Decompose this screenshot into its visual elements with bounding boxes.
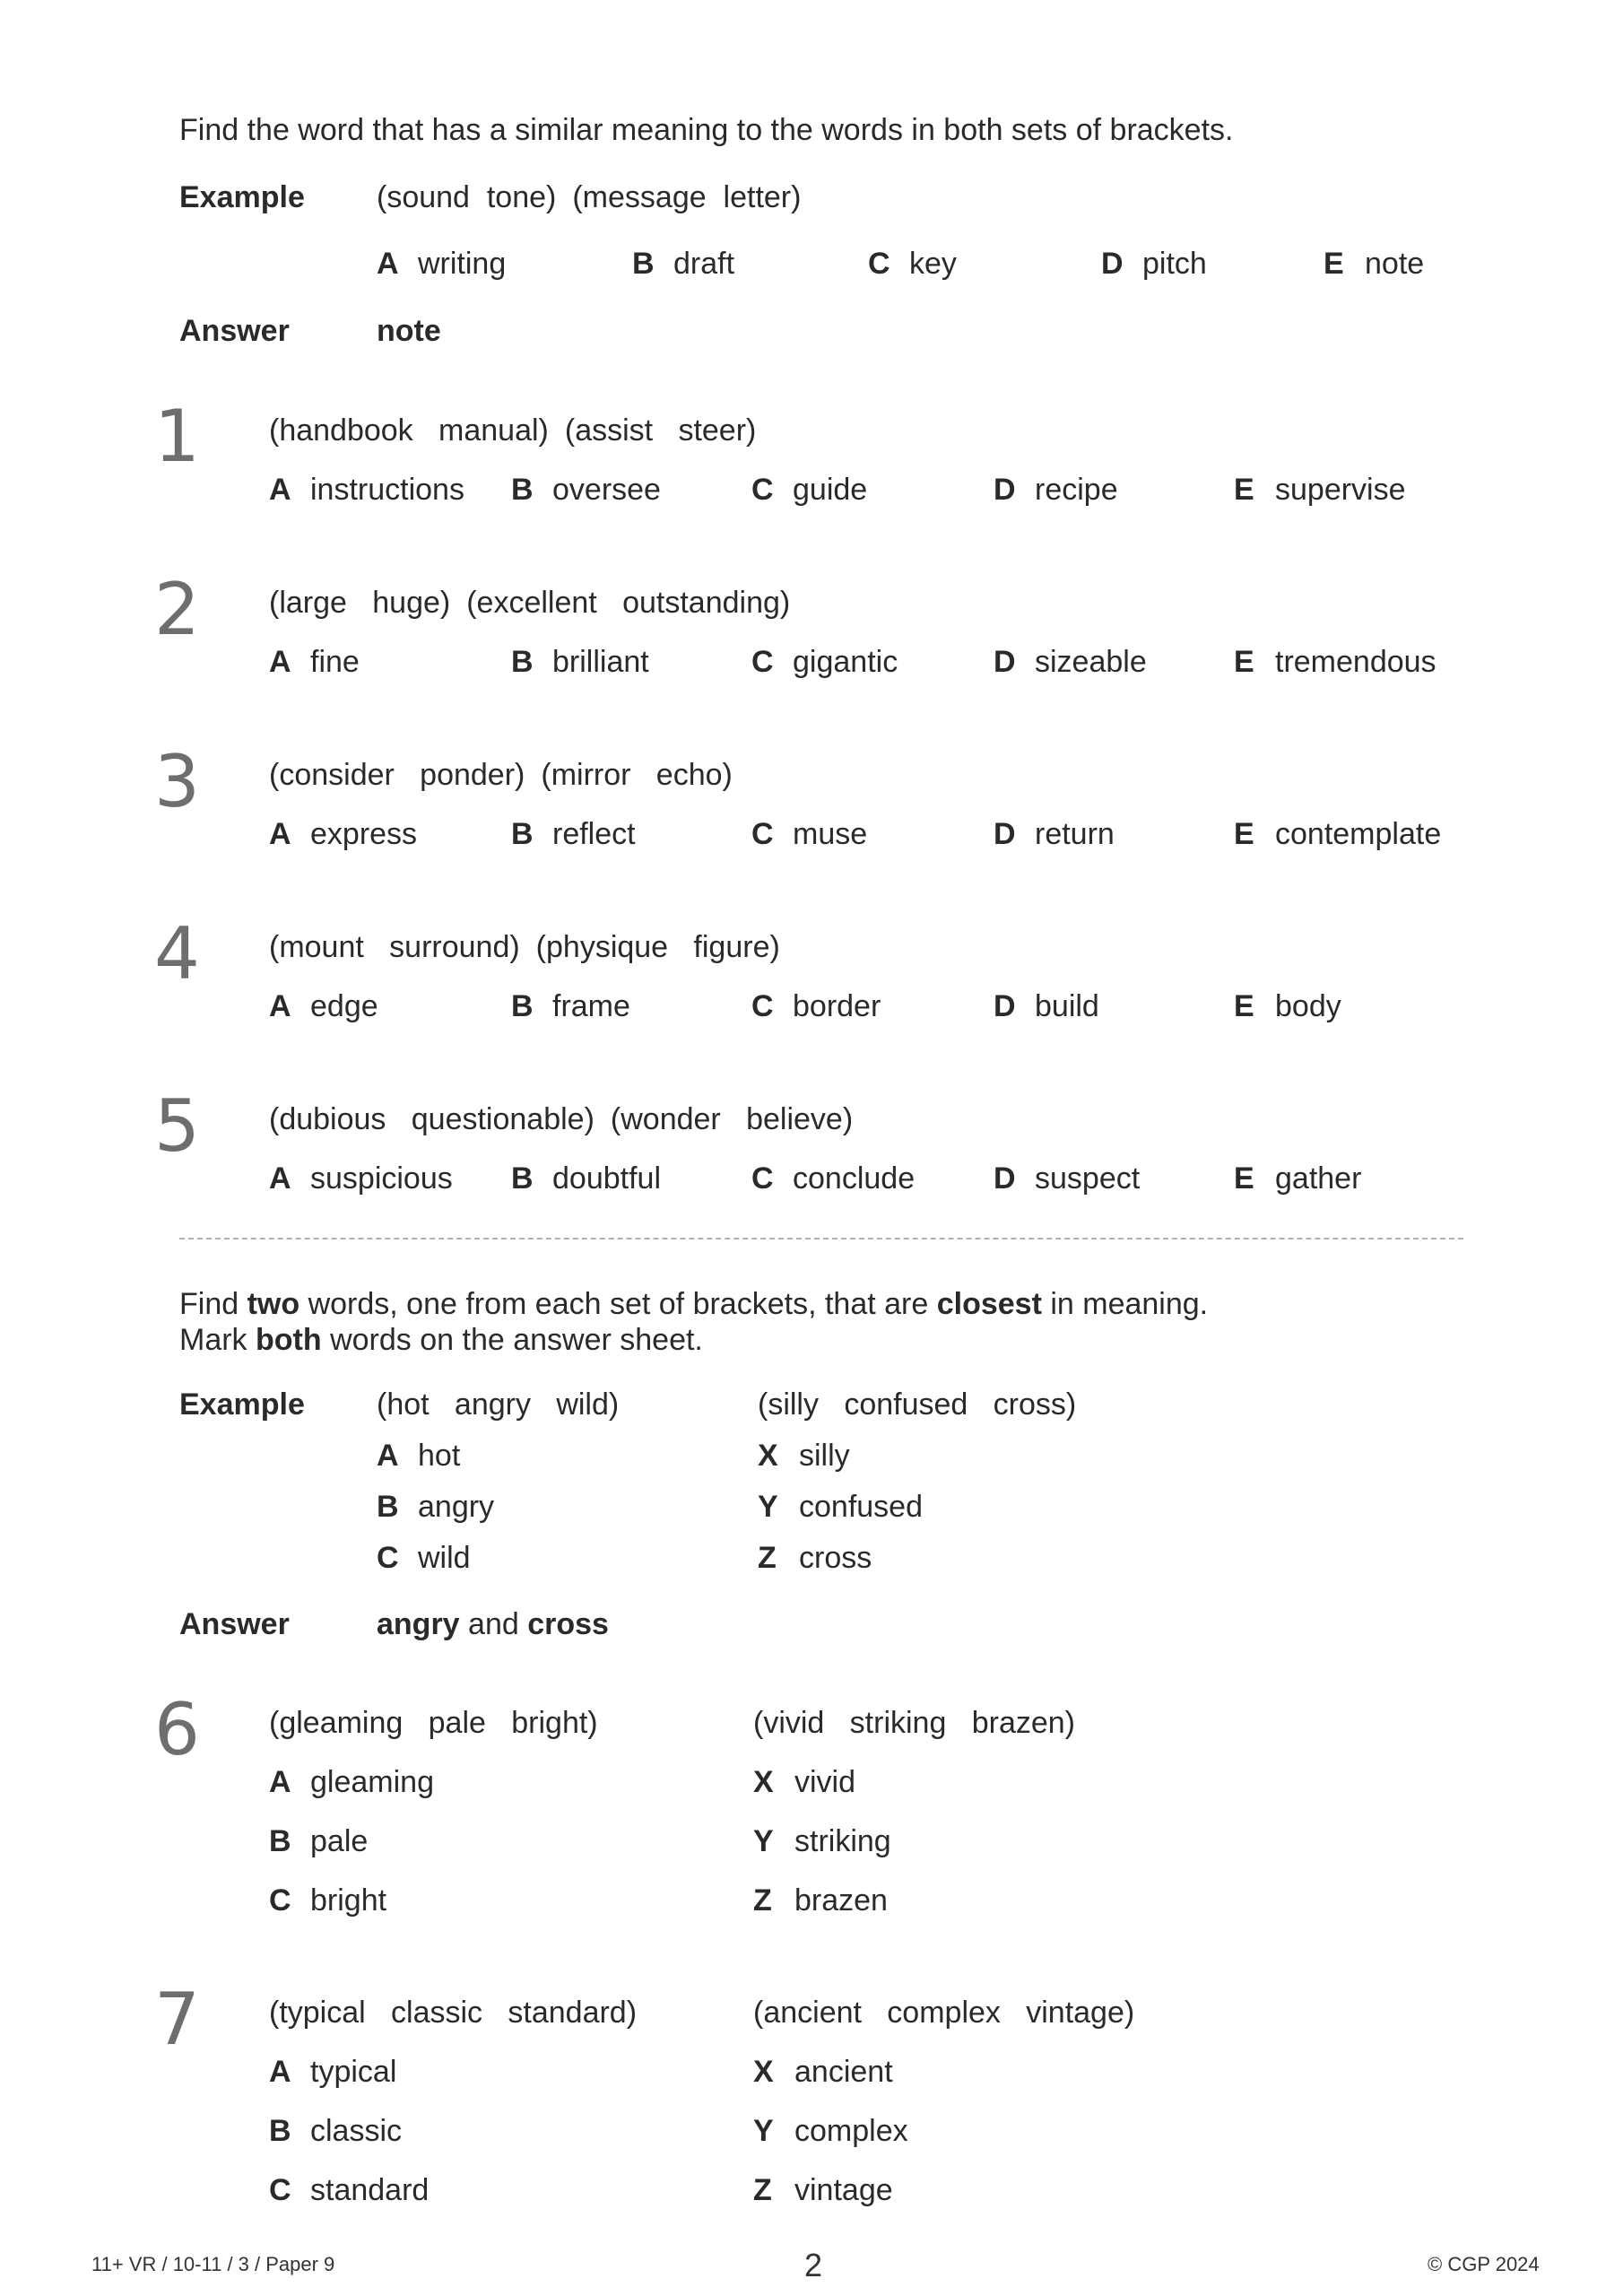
- example-left-option: C wild: [377, 1541, 471, 1575]
- section-divider: [179, 1238, 1463, 1239]
- example-right-bracket: (silly confused cross): [758, 1387, 1077, 1422]
- example-option-b: B draft: [632, 247, 735, 281]
- example-option-c: C key: [868, 247, 957, 281]
- example-brackets: [377, 179, 801, 215]
- option-d[interactable]: D sizeable: [994, 645, 1147, 679]
- section2-instruction-line1: Find two words, one from each set of brackets, that are closest in meaning.: [179, 1287, 1209, 1321]
- left-bracket: (gleaming pale bright): [269, 1706, 598, 1740]
- option-a[interactable]: A typical: [269, 2055, 397, 2089]
- option-b[interactable]: B brilliant: [511, 645, 649, 679]
- option-d[interactable]: D recipe: [994, 473, 1118, 507]
- example-option-a: A writing: [377, 247, 507, 281]
- example-left-option: B angry: [377, 1490, 495, 1524]
- question-brackets: (consider ponder) (mirror echo): [269, 758, 733, 792]
- section2-instruction-line2: Mark both words on the answer sheet.: [179, 1323, 703, 1357]
- footer-paper-code: 11+ VR / 10-11 / 3 / Paper 9: [91, 2253, 335, 2275]
- question-number: 7: [154, 1978, 200, 2061]
- option-y[interactable]: Y striking: [753, 1824, 891, 1858]
- option-b[interactable]: B frame: [511, 989, 630, 1023]
- option-c[interactable]: C muse: [751, 817, 868, 851]
- question-number: 4: [154, 912, 200, 996]
- example-answer: angry and cross: [377, 1607, 609, 1641]
- option-b[interactable]: B classic: [269, 2114, 403, 2148]
- option-e[interactable]: E tremendous: [1234, 645, 1436, 679]
- right-bracket: (vivid striking brazen): [753, 1706, 1075, 1740]
- option-c[interactable]: C border: [751, 989, 881, 1023]
- option-d[interactable]: D build: [994, 989, 1099, 1023]
- example-right-option: Y confused: [758, 1490, 923, 1524]
- example-label: Example: [179, 1387, 305, 1422]
- footer-copyright: © CGP 2024: [1428, 2253, 1540, 2275]
- option-e[interactable]: E supervise: [1234, 473, 1406, 507]
- example-bracket-2: (message letter): [572, 180, 802, 214]
- example-right-option: X silly: [758, 1439, 850, 1473]
- question-brackets: (mount surround) (physique figure): [269, 930, 780, 964]
- option-d[interactable]: D suspect: [994, 1161, 1141, 1196]
- question-number: 1: [154, 395, 200, 478]
- option-a[interactable]: A edge: [269, 989, 378, 1023]
- option-e[interactable]: E contemplate: [1234, 817, 1442, 851]
- question-brackets: (handbook manual) (assist steer): [269, 413, 757, 448]
- option-d[interactable]: D return: [994, 817, 1115, 851]
- option-e[interactable]: E gather: [1234, 1161, 1362, 1196]
- option-a[interactable]: A express: [269, 817, 418, 851]
- option-x[interactable]: X vivid: [753, 1765, 856, 1799]
- example-label: Example: [179, 180, 305, 214]
- option-a[interactable]: A fine: [269, 645, 360, 679]
- option-y[interactable]: Y complex: [753, 2114, 908, 2148]
- option-a[interactable]: A instructions: [269, 473, 464, 507]
- option-c[interactable]: C standard: [269, 2173, 430, 2207]
- example-right-option: Z cross: [758, 1541, 872, 1575]
- option-e[interactable]: E body: [1234, 989, 1341, 1023]
- question-number: 6: [154, 1688, 200, 1771]
- example-left-option: A hot: [377, 1439, 461, 1473]
- page-number: 2: [804, 2247, 823, 2283]
- left-bracket: (typical classic standard): [269, 1996, 638, 2030]
- option-b[interactable]: B reflect: [511, 817, 636, 851]
- answer-label: Answer: [179, 1607, 290, 1641]
- option-b[interactable]: B pale: [269, 1824, 369, 1858]
- option-b[interactable]: B doubtful: [511, 1161, 661, 1196]
- question-number: 5: [154, 1084, 200, 1168]
- option-b[interactable]: B oversee: [511, 473, 661, 507]
- example-left-bracket: (hot angry wild): [377, 1387, 620, 1422]
- option-x[interactable]: X ancient: [753, 2055, 893, 2089]
- example-option-d: D pitch: [1101, 247, 1207, 281]
- right-bracket: (ancient complex vintage): [753, 1996, 1135, 2030]
- option-c[interactable]: C gigantic: [751, 645, 898, 679]
- option-c[interactable]: C guide: [751, 473, 868, 507]
- option-c[interactable]: C conclude: [751, 1161, 916, 1196]
- option-a[interactable]: A gleaming: [269, 1765, 434, 1799]
- question-brackets: (dubious questionable) (wonder believe): [269, 1102, 854, 1136]
- example-answer: note: [377, 314, 441, 348]
- option-z[interactable]: Z vintage: [753, 2173, 893, 2207]
- question-number: 2: [154, 568, 200, 651]
- answer-label: Answer: [179, 314, 290, 348]
- example-option-e: E note: [1324, 247, 1425, 281]
- section1-instruction: Find the word that has a similar meaning to the words in both sets of brackets.: [179, 113, 1234, 147]
- option-z[interactable]: Z brazen: [753, 1883, 888, 1918]
- question-brackets: (large huge) (excellent outstanding): [269, 586, 791, 620]
- option-c[interactable]: C bright: [269, 1883, 387, 1918]
- question-number: 3: [154, 740, 200, 823]
- example-bracket-1: (sound tone): [377, 180, 557, 214]
- option-a[interactable]: A suspicious: [269, 1161, 453, 1196]
